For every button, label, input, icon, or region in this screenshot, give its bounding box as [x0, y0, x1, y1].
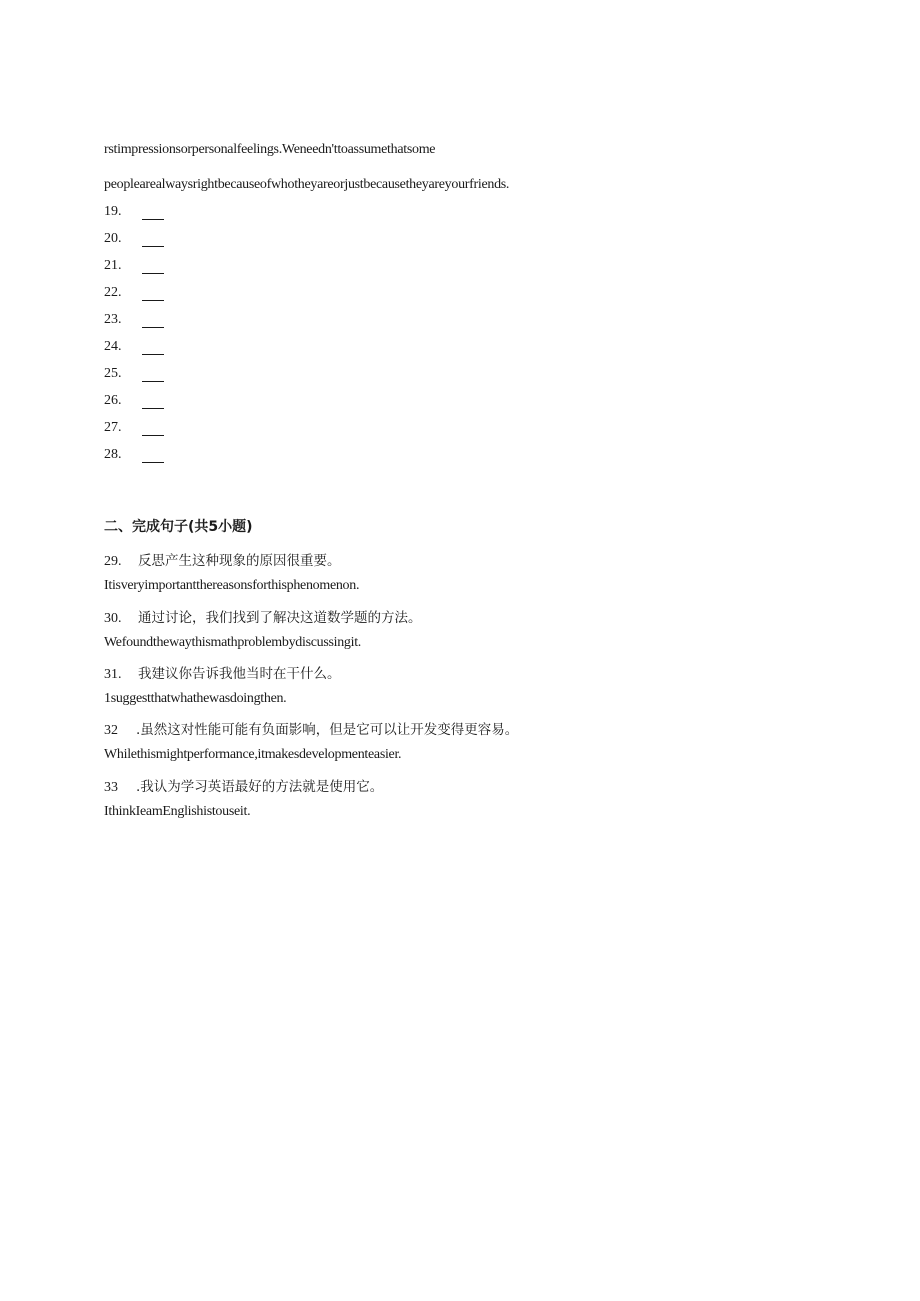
question-31-english: 1suggestthatwhathewasdoingthen.: [104, 691, 287, 706]
question-30-chinese: [104, 606, 422, 627]
question-33-chinese: [104, 775, 383, 796]
blank-row-19: [104, 204, 164, 222]
question-prompt: .我认为学习英语最好的方法就是使用它。: [136, 779, 384, 795]
passage-line-1: rstimpressionsorpersonalfeelings.Weneedn'ttoassumethatsome: [104, 142, 436, 157]
blank-number: 20.: [104, 231, 122, 246]
blank-row-28: [104, 447, 164, 465]
question-number: 30.: [104, 611, 122, 626]
blank-line[interactable]: [142, 261, 164, 274]
question-number: 29.: [104, 554, 122, 569]
blank-number: 19.: [104, 204, 122, 219]
passage-line-2: peoplearealwaysrightbecauseofwhotheyareorjustbecausetheyareyourfriends.: [104, 177, 510, 192]
section-heading: 二、完成句子(共5小题): [104, 519, 253, 535]
question-32-english: Whilethismightperformance,itmakesdevelopmenteasier.: [104, 747, 402, 762]
blank-number: 22.: [104, 285, 122, 300]
blank-line[interactable]: [142, 369, 164, 382]
blank-row-23: [104, 312, 164, 330]
question-number: 31.: [104, 667, 122, 682]
question-29-chinese: [104, 549, 341, 570]
question-30-english: Wefoundthewaythismathproblembydiscussingit.: [104, 635, 361, 650]
blank-line[interactable]: [142, 288, 164, 301]
blank-line[interactable]: [142, 423, 164, 436]
blank-line[interactable]: [142, 207, 164, 220]
blank-number: 26.: [104, 393, 122, 408]
question-number: 33: [104, 780, 118, 795]
blank-line[interactable]: [142, 450, 164, 463]
question-prompt: 反思产生这种现象的原因很重要。: [138, 553, 341, 569]
blank-number: 25.: [104, 366, 122, 381]
blank-line[interactable]: [142, 396, 164, 409]
question-prompt: 我建议你告诉我他当时在干什么。: [138, 666, 341, 682]
question-prompt: .虽然这对性能可能有负面影响，但是它可以让开发变得更容易。: [136, 722, 519, 738]
blank-line[interactable]: [142, 342, 164, 355]
blank-row-26: [104, 393, 164, 411]
question-31-chinese: [104, 662, 341, 683]
question-29-english: Itisveryimportantthereasonsforthisphenomenon.: [104, 578, 360, 593]
blank-row-21: [104, 258, 164, 276]
blank-row-24: [104, 339, 164, 357]
blank-line[interactable]: [142, 234, 164, 247]
question-number: 32: [104, 723, 118, 738]
blank-number: 24.: [104, 339, 122, 354]
blank-line[interactable]: [142, 315, 164, 328]
question-33-english: IthinkIeamEnglishistouseit.: [104, 804, 251, 819]
blank-row-22: [104, 285, 164, 303]
question-32-chinese: [104, 718, 518, 739]
question-prompt: 通过讨论，我们找到了解决这道数学题的方法。: [138, 610, 422, 626]
blank-number: 23.: [104, 312, 122, 327]
blank-number: 21.: [104, 258, 122, 273]
blank-number: 27.: [104, 420, 122, 435]
blank-row-20: [104, 231, 164, 249]
blank-number: 28.: [104, 447, 122, 462]
blank-row-25: [104, 366, 164, 384]
blank-row-27: [104, 420, 164, 438]
